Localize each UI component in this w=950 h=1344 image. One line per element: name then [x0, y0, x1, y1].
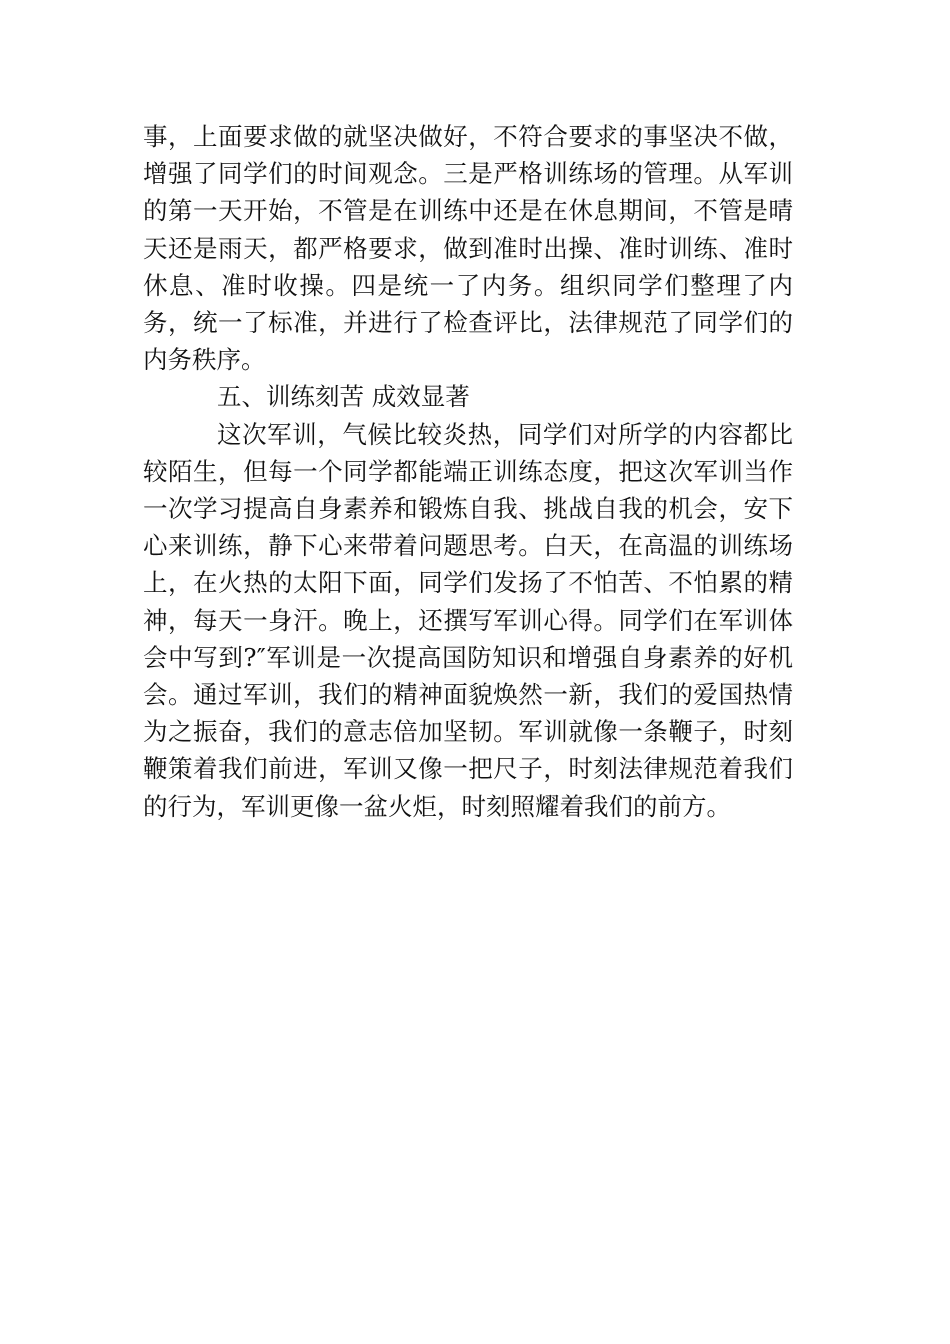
document-body [143, 118, 793, 825]
section-heading: 五、训练刻苦 成效显著 [217, 382, 470, 412]
paragraph-training: 这次军训，气候比较炎热，同学们对所学的内容都比较陌生，但每一个同学都能端正训练态度，把这次军训当作一次学习提高自身素养和锻炼自我、挑战自我的机会，安下心来训练，静下心来带着问题思考。白天，在高温的训练场上，在火热的太阳下面，同学们发扬了不怕苦、不怕累的精神，每天一身汗。晚上，还撰写军训心得。同学们在军训体会中写到?″军训是一次提高国防知识和增强自身素养的好机会。通过军训，我们的精神面貌焕然一新，我们的爱国热情为之振奋，我们的意志倍加坚韧。军训就像一条鞭子，时刻鞭策着我们前进，军训又像一把尺子，时刻法律规范着我们的行为，军训更像一盆火炬，时刻照耀着我们的前方。 [143, 419, 793, 821]
paragraph-continued: 事，上面要求做的就坚决做好，不符合要求的事坚决不做，增强了同学们的时间观念。三是严格训练场的管理。从军训的第一天开始，不管是在训练中还是在休息期间，不管是晴天还是雨天，都严格要求，做到准时出操、准时训练、准时休息、准时收操。四是统一了内务。组织同学们整理了内务，统一了标准，并进行了检查评比，法律规范了同学们的内务秩序。 [143, 122, 793, 375]
